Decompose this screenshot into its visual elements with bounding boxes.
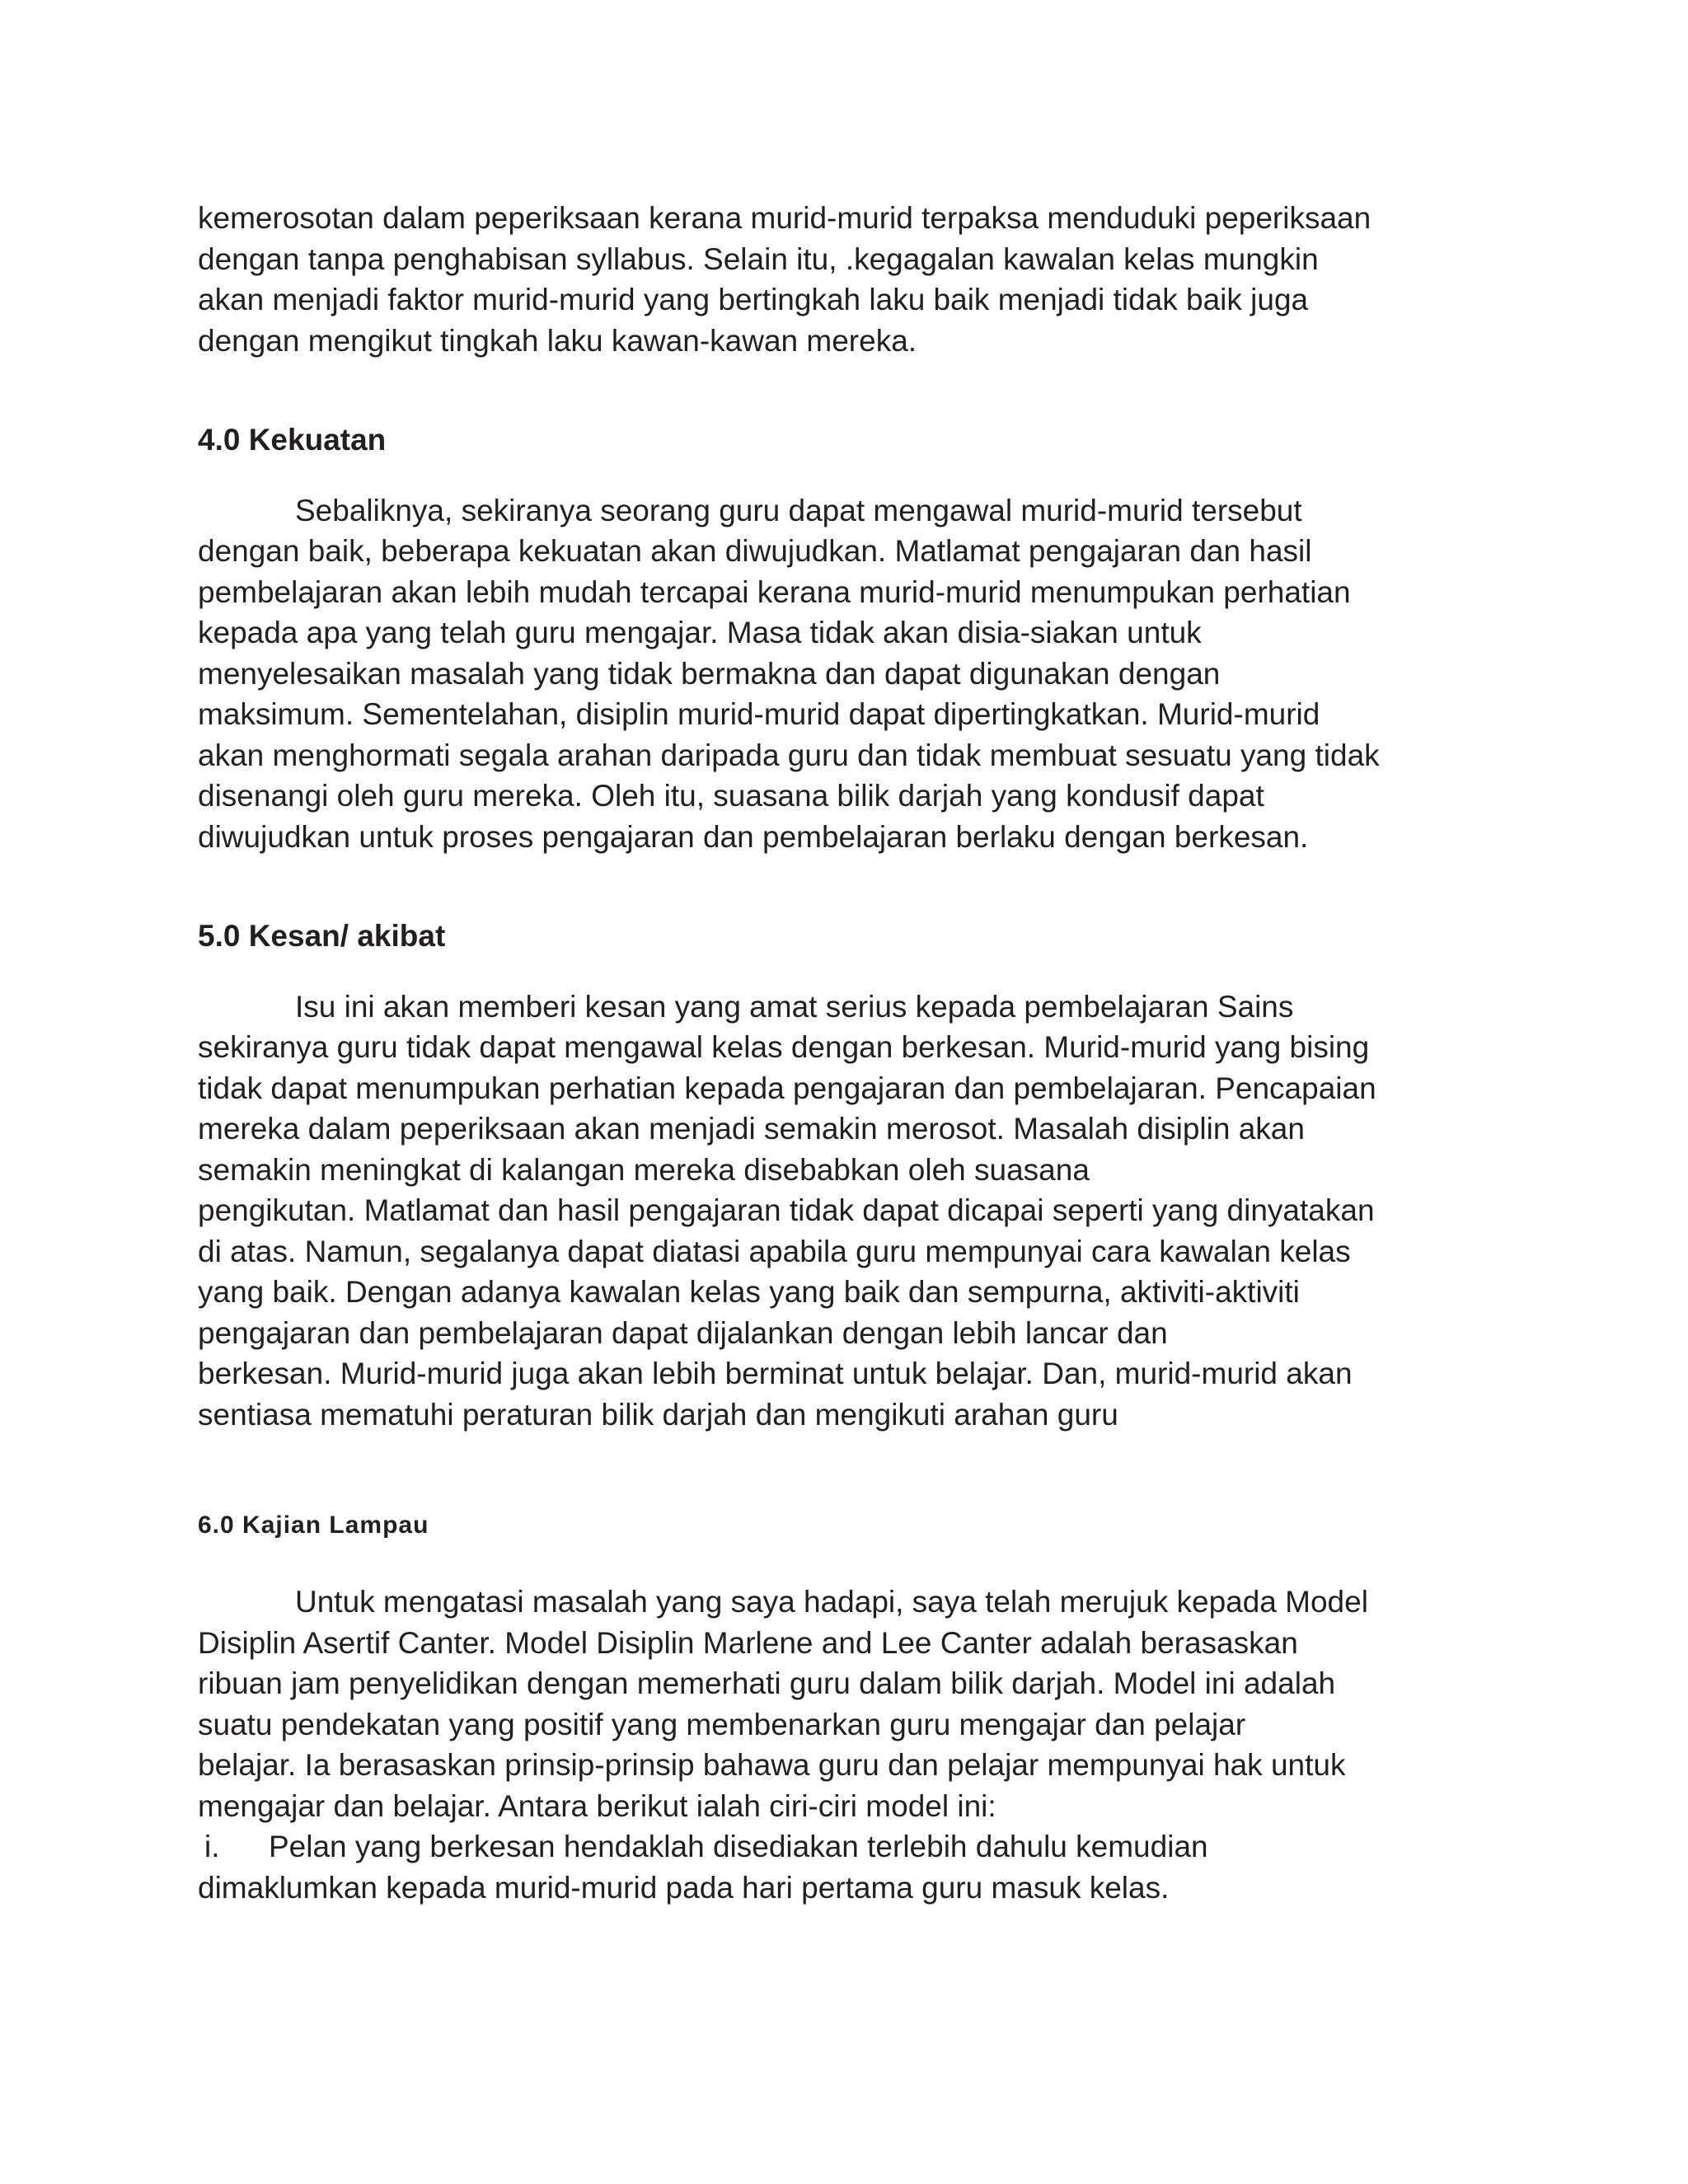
text-line: kemerosotan dalam peperiksaan kerana murid-murid terpaksa menduduki peperiksaan: [198, 201, 1372, 235]
document-page: [198, 198, 1500, 1908]
text-line: sekiranya guru tidak dapat mengawal kelas dengan berkesan. Murid-murid yang bising: [198, 1030, 1370, 1064]
text-line: Isu ini akan memberi kesan yang amat serius kepada pembelajaran Sains: [295, 989, 1294, 1024]
text-line: semakin meningkat di kalangan mereka disebabkan oleh suasana: [198, 1152, 1090, 1187]
text-line: maksimum. Sementelahan, disiplin murid-murid dapat dipertingkatkan. Murid-murid: [198, 697, 1320, 731]
text-line: belajar. Ia berasaskan prinsip-prinsip bahawa guru dan pelajar mempunyai hak untuk: [198, 1748, 1346, 1782]
list-item-text: Pelan yang berkesan hendaklah disediakan terlebih dahulu kemudian: [269, 1830, 1208, 1863]
section-paragraph-kajian-lampau: [198, 1582, 1500, 1826]
text-line: berkesan. Murid-murid juga akan lebih berminat untuk belajar. Dan, murid-murid akan: [198, 1357, 1353, 1390]
text-line: di atas. Namun, segalanya dapat diatasi apabila guru mempunyai cara kawalan kelas: [198, 1234, 1351, 1268]
section-paragraph-kesan-akibat: [198, 987, 1500, 1436]
text-line: mereka dalam peperiksaan akan menjadi semakin merosot. Masalah disiplin akan: [198, 1112, 1305, 1146]
text-line: dengan baik, beberapa kekuatan akan diwujudkan. Matlamat pengajaran dan hasil: [198, 534, 1312, 568]
text-line: pembelajaran akan lebih mudah tercapai kerana murid-murid menumpukan perhatian: [198, 574, 1351, 609]
section-heading-kajian-lampau: 6.0 Kajian Lampau: [198, 1511, 429, 1539]
text-line: Sebaliknya, sekiranya seorang guru dapat mengawal murid-murid tersebut: [295, 493, 1302, 527]
text-line: akan menjadi faktor murid-murid yang bertingkah laku baik menjadi tidak baik juga: [198, 283, 1309, 316]
text-line: pengikutan. Matlamat dan hasil pengajaran tidak dapat dicapai seperti yang dinyatakan: [198, 1193, 1375, 1227]
text-line: pengajaran dan pembelajaran dapat dijalankan dengan lebih lancar dan: [198, 1315, 1168, 1350]
text-line: mengajar dan belajar. Antara berikut ialah ciri-ciri model ini:: [198, 1788, 996, 1823]
text-line: Disiplin Asertif Canter. Model Disiplin Marlene and Lee Canter adalah berasaskan: [198, 1625, 1298, 1660]
text-line: menyelesaikan masalah yang tidak bermakna dan dapat digunakan dengan: [198, 656, 1221, 691]
text-line: akan menghormati segala arahan daripada guru dan tidak membuat sesuatu yang tidak: [198, 738, 1380, 772]
text-line: Untuk mengatasi masalah yang saya hadapi, saya telah merujuk kepada Model: [295, 1585, 1368, 1619]
text-line: dengan tanpa penghabisan syllabus. Selain itu, .kegagalan kawalan kelas mungkin: [198, 241, 1319, 276]
text-line: ribuan jam penyelidikan dengan memerhati guru dalam bilik darjah. Model ini adalah: [198, 1666, 1336, 1700]
list-item: [198, 1826, 1500, 1908]
text-line: [198, 1826, 1500, 1868]
section-heading-kesan-akibat: 5.0 Kesan/ akibat: [198, 919, 446, 953]
text-line: suatu pendekatan yang positif yang membenarkan guru mengajar dan pelajar: [198, 1707, 1246, 1741]
text-line: diwujudkan untuk proses pengajaran dan pembelajaran berlaku dengan berkesan.: [198, 819, 1309, 854]
intro-paragraph: [198, 198, 1500, 361]
section-paragraph-kekuatan: [198, 490, 1500, 858]
section-heading-kekuatan: 4.0 Kekuatan: [198, 423, 387, 457]
text-line: dimaklumkan kepada murid-murid pada hari pertama guru masuk kelas.: [198, 1870, 1170, 1905]
text-line: sentiasa mematuhi peraturan bilik darjah dan mengikuti arahan guru: [198, 1397, 1118, 1432]
text-line: dengan mengikut tingkah laku kawan-kawan mereka.: [198, 323, 917, 358]
text-line: yang baik. Dengan adanya kawalan kelas yang baik dan sempurna, aktiviti-aktiviti: [198, 1275, 1300, 1309]
text-line: tidak dapat menumpukan perhatian kepada pengajaran dan pembelajaran. Pencapaian: [198, 1071, 1376, 1105]
text-line: kepada apa yang telah guru mengajar. Masa tidak akan disia-siakan untuk: [198, 616, 1202, 649]
text-line: disenangi oleh guru mereka. Oleh itu, suasana bilik darjah yang kondusif dapat: [198, 779, 1264, 813]
list-marker: i.: [204, 1830, 220, 1863]
